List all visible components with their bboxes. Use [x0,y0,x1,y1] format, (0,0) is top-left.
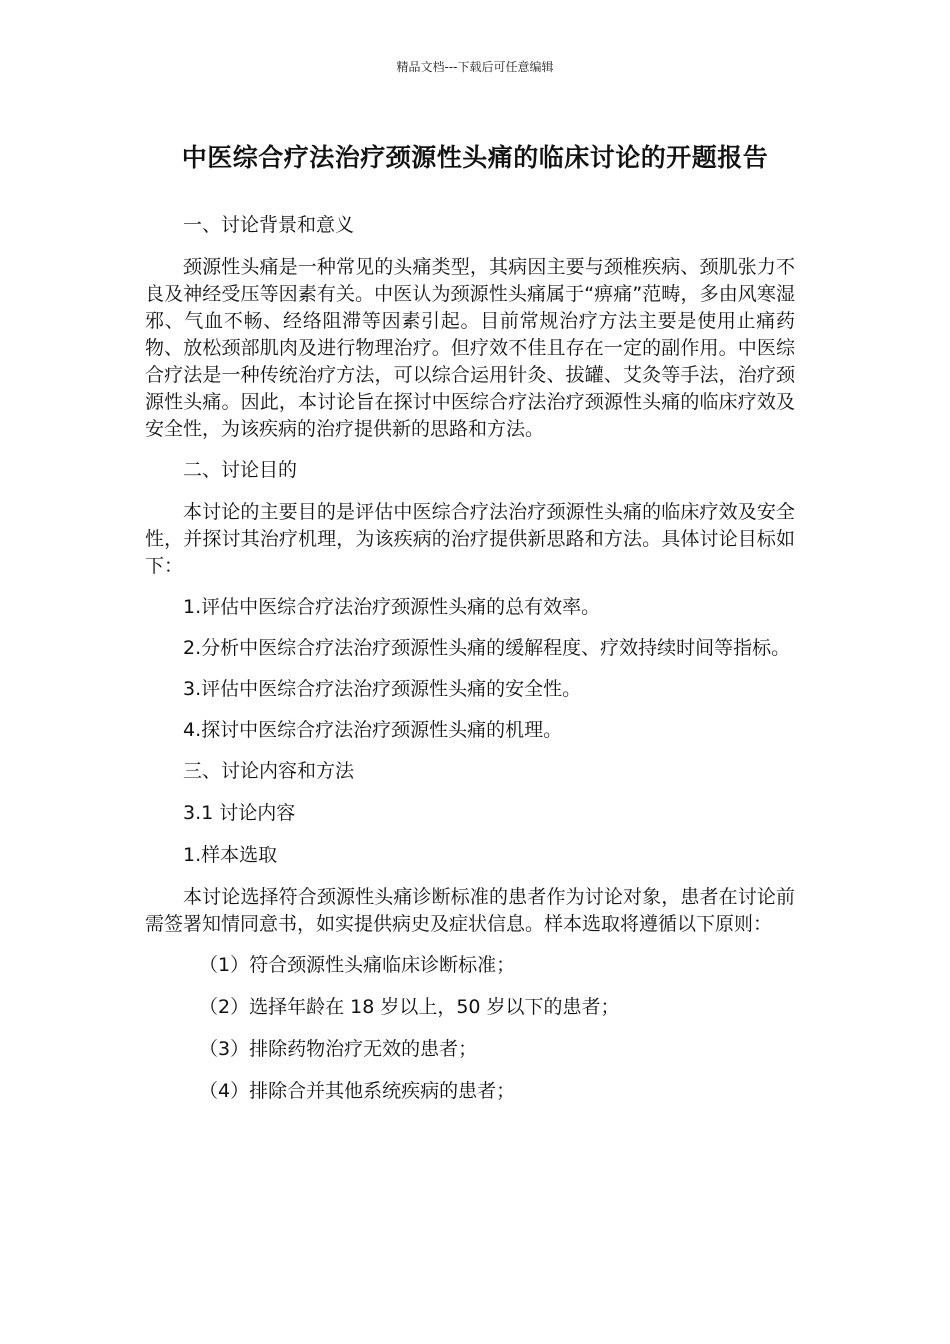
goal-item: 2.分析中医综合疗法治疗颈源性头痛的缓解程度、疗效持续时间等指标。 [183,637,791,659]
background-paragraph: 颈源性头痛是一种常见的头痛类型，其病因主要与颈椎疾病、颈肌张力不良及神经受压等因素有关。中医认为颈源性头痛属于“痹痛”范畴，多由风寒湿邪、气血不畅、经络阻滞等因素引起。目前常规治疗方法主要是使用止痛药物、放松颈部肌肉及进行物理治疗。但疗效不佳且存在一定的副作用。中医综合疗法是一种传统治疗方法，可以综合运用针灸、拔罐、艾灸等手法，治疗颈源性头痛。因此，本讨论旨在探讨中医综合疗法治疗颈源性头痛的临床疗效及安全性，为该疾病的治疗提供新的思路和方法。 [145,256,795,440]
document-title: 中医综合疗法治疗颈源性头痛的临床讨论的开题报告 [181,143,769,172]
header-note: 精品文档---下载后可任意编辑 [396,60,554,74]
criteria-item: （4）排除合并其他系统疾病的患者； [199,1080,516,1102]
goal-item: 3.评估中医综合疗法治疗颈源性头痛的安全性。 [183,678,582,700]
sample-heading: 1.样本选取 [183,844,278,866]
document-body [145,212,795,1120]
section-heading-background: 一、讨论背景和意义 [183,214,355,236]
subsection-heading-content: 3.1 讨论内容 [183,802,296,824]
goal-item: 4.探讨中医综合疗法治疗颈源性头痛的机理。 [183,719,563,741]
criteria-item: （3）排除药物治疗无效的患者； [199,1038,478,1060]
criteria-item: （1）符合颈源性头痛临床诊断标准； [199,954,516,976]
section-heading-methods: 三、讨论内容和方法 [183,760,355,782]
sample-paragraph: 本讨论选择符合颈源性头痛诊断标准的患者作为讨论对象，患者在讨论前需签署知情同意书，如实提供病史及症状信息。样本选取将遵循以下原则： [145,886,795,935]
criteria-item: （2）选择年龄在 18 岁以上，50 岁以下的患者； [199,996,620,1018]
goal-item: 1.评估中医综合疗法治疗颈源性头痛的总有效率。 [183,596,601,618]
purpose-paragraph: 本讨论的主要目的是评估中医综合疗法治疗颈源性头痛的临床疗效及安全性，并探讨其治疗机理，为该疾病的治疗提供新思路和方法。具体讨论目标如下： [145,501,795,577]
section-heading-purpose: 二、讨论目的 [183,459,298,481]
